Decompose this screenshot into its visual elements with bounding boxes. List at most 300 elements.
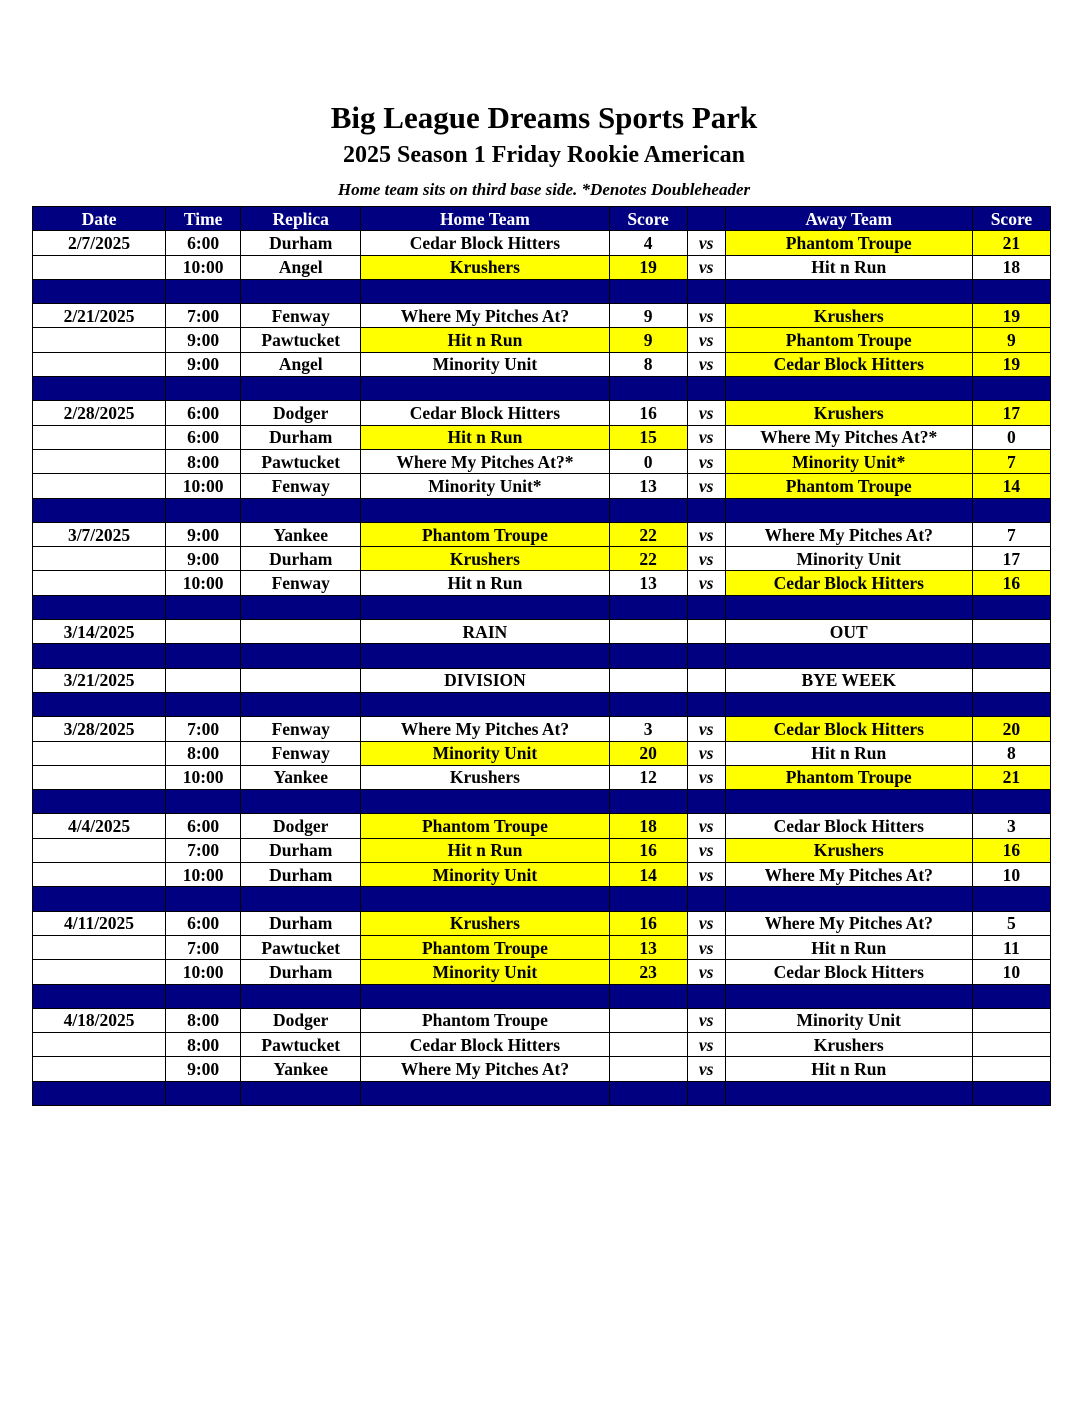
- home-team-cell: Krushers: [361, 255, 609, 279]
- away-score-cell: 0: [972, 425, 1050, 449]
- away-score-cell: 18: [972, 255, 1050, 279]
- vs-cell: vs: [687, 401, 725, 425]
- col-home-team: Home Team: [361, 207, 609, 231]
- away-team-cell: OUT: [725, 620, 972, 644]
- separator-cell: [33, 279, 166, 303]
- home-score-cell: 16: [609, 911, 687, 935]
- vs-cell: vs: [687, 547, 725, 571]
- separator-cell: [166, 790, 241, 814]
- vs-cell: vs: [687, 765, 725, 789]
- time-cell: 9:00: [166, 1057, 241, 1081]
- away-team-cell: BYE WEEK: [725, 668, 972, 692]
- vs-cell: vs: [687, 328, 725, 352]
- separator-cell: [972, 279, 1050, 303]
- time-cell: 8:00: [166, 1033, 241, 1057]
- separator-cell: [166, 984, 241, 1008]
- separator-cell: [361, 498, 609, 522]
- away-team-cell: Where My Pitches At?: [725, 863, 972, 887]
- vs-cell: vs: [687, 425, 725, 449]
- date-cell: 4/18/2025: [33, 1008, 166, 1032]
- time-cell: [166, 668, 241, 692]
- away-team-cell: Cedar Block Hitters: [725, 960, 972, 984]
- away-score-cell: 21: [972, 231, 1050, 255]
- separator-row: [33, 692, 1051, 716]
- date-cell: [33, 449, 166, 473]
- date-cell: 4/4/2025: [33, 814, 166, 838]
- home-team-cell: Krushers: [361, 911, 609, 935]
- vs-cell: vs: [687, 960, 725, 984]
- separator-cell: [33, 498, 166, 522]
- separator-cell: [972, 887, 1050, 911]
- time-cell: 7:00: [166, 935, 241, 959]
- replica-cell: Fenway: [241, 717, 361, 741]
- separator-row: [33, 498, 1051, 522]
- separator-cell: [241, 984, 361, 1008]
- vs-cell: vs: [687, 522, 725, 546]
- away-team-cell: Krushers: [725, 304, 972, 328]
- home-team-cell: Where My Pitches At?: [361, 1057, 609, 1081]
- separator-cell: [687, 279, 725, 303]
- away-score-cell: [972, 1033, 1050, 1057]
- away-score-cell: 16: [972, 838, 1050, 862]
- date-cell: [33, 1033, 166, 1057]
- home-team-cell: Krushers: [361, 765, 609, 789]
- home-score-cell: 16: [609, 838, 687, 862]
- time-cell: 7:00: [166, 717, 241, 741]
- separator-cell: [361, 377, 609, 401]
- home-score-cell: 9: [609, 328, 687, 352]
- time-cell: 6:00: [166, 401, 241, 425]
- col-replica: Replica: [241, 207, 361, 231]
- away-team-cell: Hit n Run: [725, 255, 972, 279]
- away-team-cell: Minority Unit: [725, 1008, 972, 1032]
- separator-cell: [687, 1081, 725, 1105]
- separator-cell: [972, 790, 1050, 814]
- separator-cell: [972, 377, 1050, 401]
- separator-row: [33, 984, 1051, 1008]
- date-cell: 2/7/2025: [33, 231, 166, 255]
- game-row: [33, 838, 1051, 862]
- replica-cell: [241, 620, 361, 644]
- home-score-cell: [609, 620, 687, 644]
- game-row: [33, 741, 1051, 765]
- vs-cell: vs: [687, 571, 725, 595]
- game-row: [33, 1033, 1051, 1057]
- replica-cell: Angel: [241, 352, 361, 376]
- away-score-cell: 5: [972, 911, 1050, 935]
- home-score-cell: 15: [609, 425, 687, 449]
- date-cell: 3/28/2025: [33, 717, 166, 741]
- away-score-cell: 11: [972, 935, 1050, 959]
- vs-cell: vs: [687, 474, 725, 498]
- time-cell: 10:00: [166, 765, 241, 789]
- separator-cell: [166, 644, 241, 668]
- separator-cell: [725, 377, 972, 401]
- home-score-cell: 14: [609, 863, 687, 887]
- home-score-cell: [609, 1008, 687, 1032]
- col-away-team: Away Team: [725, 207, 972, 231]
- home-team-cell: DIVISION: [361, 668, 609, 692]
- date-cell: 3/14/2025: [33, 620, 166, 644]
- home-score-cell: 16: [609, 401, 687, 425]
- vs-cell: vs: [687, 911, 725, 935]
- home-score-cell: 19: [609, 255, 687, 279]
- home-team-cell: Krushers: [361, 547, 609, 571]
- date-cell: 3/7/2025: [33, 522, 166, 546]
- separator-cell: [609, 644, 687, 668]
- home-score-cell: 13: [609, 571, 687, 595]
- game-row: [33, 449, 1051, 473]
- time-cell: 6:00: [166, 425, 241, 449]
- vs-cell: vs: [687, 1033, 725, 1057]
- away-score-cell: 19: [972, 304, 1050, 328]
- date-cell: 4/11/2025: [33, 911, 166, 935]
- home-team-cell: Minority Unit: [361, 352, 609, 376]
- date-cell: 2/28/2025: [33, 401, 166, 425]
- home-score-cell: 12: [609, 765, 687, 789]
- game-row: [33, 352, 1051, 376]
- separator-cell: [166, 887, 241, 911]
- time-cell: 6:00: [166, 231, 241, 255]
- time-cell: 8:00: [166, 449, 241, 473]
- separator-cell: [241, 790, 361, 814]
- separator-cell: [725, 595, 972, 619]
- home-team-cell: Phantom Troupe: [361, 814, 609, 838]
- home-score-cell: 22: [609, 547, 687, 571]
- date-cell: [33, 474, 166, 498]
- time-cell: 6:00: [166, 911, 241, 935]
- separator-cell: [609, 887, 687, 911]
- time-cell: 9:00: [166, 328, 241, 352]
- replica-cell: Angel: [241, 255, 361, 279]
- vs-cell: [687, 620, 725, 644]
- home-score-cell: 18: [609, 814, 687, 838]
- time-cell: 10:00: [166, 960, 241, 984]
- vs-cell: vs: [687, 838, 725, 862]
- away-team-cell: Krushers: [725, 401, 972, 425]
- away-team-cell: Krushers: [725, 1033, 972, 1057]
- home-team-cell: Cedar Block Hitters: [361, 231, 609, 255]
- separator-cell: [687, 498, 725, 522]
- separator-cell: [609, 377, 687, 401]
- game-row: [33, 717, 1051, 741]
- separator-cell: [361, 887, 609, 911]
- away-team-cell: Phantom Troupe: [725, 765, 972, 789]
- game-row: [33, 1057, 1051, 1081]
- away-team-cell: Cedar Block Hitters: [725, 717, 972, 741]
- separator-cell: [361, 692, 609, 716]
- away-score-cell: [972, 1057, 1050, 1081]
- time-cell: 10:00: [166, 863, 241, 887]
- separator-cell: [725, 887, 972, 911]
- time-cell: 7:00: [166, 304, 241, 328]
- separator-row: [33, 644, 1051, 668]
- replica-cell: Dodger: [241, 1008, 361, 1032]
- col-home-score: Score: [609, 207, 687, 231]
- time-cell: [166, 620, 241, 644]
- away-score-cell: [972, 620, 1050, 644]
- away-score-cell: 21: [972, 765, 1050, 789]
- vs-cell: vs: [687, 1008, 725, 1032]
- separator-cell: [361, 790, 609, 814]
- replica-cell: Durham: [241, 838, 361, 862]
- date-cell: [33, 1057, 166, 1081]
- home-score-cell: [609, 1033, 687, 1057]
- game-row: [33, 814, 1051, 838]
- separator-cell: [609, 692, 687, 716]
- separator-cell: [725, 692, 972, 716]
- game-row: [33, 911, 1051, 935]
- separator-cell: [241, 644, 361, 668]
- home-team-cell: Minority Unit: [361, 960, 609, 984]
- separator-cell: [166, 692, 241, 716]
- home-score-cell: 23: [609, 960, 687, 984]
- time-cell: 9:00: [166, 352, 241, 376]
- separator-cell: [609, 790, 687, 814]
- schedule-note: Home team sits on third base side. *Denotes Doubleheader: [337, 180, 751, 199]
- header-row: [33, 207, 1051, 231]
- separator-cell: [725, 644, 972, 668]
- away-score-cell: 10: [972, 863, 1050, 887]
- replica-cell: Fenway: [241, 474, 361, 498]
- separator-cell: [33, 887, 166, 911]
- separator-cell: [166, 279, 241, 303]
- separator-cell: [361, 984, 609, 1008]
- date-cell: [33, 352, 166, 376]
- away-score-cell: 7: [972, 449, 1050, 473]
- separator-cell: [241, 887, 361, 911]
- separator-cell: [33, 790, 166, 814]
- game-row: [33, 425, 1051, 449]
- time-cell: 8:00: [166, 1008, 241, 1032]
- separator-row: [33, 377, 1051, 401]
- date-cell: [33, 425, 166, 449]
- col-date: Date: [33, 207, 166, 231]
- col-time: Time: [166, 207, 241, 231]
- separator-row: [33, 595, 1051, 619]
- separator-cell: [241, 1081, 361, 1105]
- replica-cell: Fenway: [241, 304, 361, 328]
- separator-cell: [725, 279, 972, 303]
- home-score-cell: 20: [609, 741, 687, 765]
- date-cell: [33, 838, 166, 862]
- page-subtitle: 2025 Season 1 Friday Rookie American: [343, 142, 745, 168]
- away-team-cell: Hit n Run: [725, 935, 972, 959]
- replica-cell: Durham: [241, 425, 361, 449]
- home-score-cell: 13: [609, 474, 687, 498]
- separator-cell: [33, 644, 166, 668]
- replica-cell: Dodger: [241, 401, 361, 425]
- away-score-cell: 16: [972, 571, 1050, 595]
- separator-cell: [166, 498, 241, 522]
- separator-cell: [166, 377, 241, 401]
- vs-cell: vs: [687, 1057, 725, 1081]
- game-row: [33, 328, 1051, 352]
- replica-cell: Pawtucket: [241, 328, 361, 352]
- date-cell: [33, 765, 166, 789]
- separator-cell: [972, 692, 1050, 716]
- home-score-cell: [609, 1057, 687, 1081]
- separator-cell: [609, 595, 687, 619]
- separator-cell: [609, 1081, 687, 1105]
- vs-cell: vs: [687, 304, 725, 328]
- game-row: [33, 668, 1051, 692]
- home-team-cell: Cedar Block Hitters: [361, 1033, 609, 1057]
- game-row: [33, 474, 1051, 498]
- separator-cell: [972, 498, 1050, 522]
- home-team-cell: Hit n Run: [361, 425, 609, 449]
- away-team-cell: Phantom Troupe: [725, 328, 972, 352]
- away-score-cell: 10: [972, 960, 1050, 984]
- away-team-cell: Minority Unit*: [725, 449, 972, 473]
- replica-cell: Yankee: [241, 1057, 361, 1081]
- home-team-cell: Hit n Run: [361, 328, 609, 352]
- replica-cell: Fenway: [241, 571, 361, 595]
- vs-cell: vs: [687, 741, 725, 765]
- separator-cell: [241, 692, 361, 716]
- separator-cell: [972, 984, 1050, 1008]
- schedule-table: [32, 206, 1051, 1106]
- date-cell: 3/21/2025: [33, 668, 166, 692]
- replica-cell: Dodger: [241, 814, 361, 838]
- separator-cell: [241, 498, 361, 522]
- vs-cell: vs: [687, 255, 725, 279]
- separator-cell: [33, 377, 166, 401]
- separator-cell: [609, 498, 687, 522]
- home-score-cell: 3: [609, 717, 687, 741]
- vs-cell: vs: [687, 935, 725, 959]
- away-team-cell: Cedar Block Hitters: [725, 571, 972, 595]
- separator-cell: [241, 595, 361, 619]
- away-score-cell: 8: [972, 741, 1050, 765]
- replica-cell: Pawtucket: [241, 1033, 361, 1057]
- vs-cell: vs: [687, 863, 725, 887]
- time-cell: 9:00: [166, 547, 241, 571]
- away-team-cell: Krushers: [725, 838, 972, 862]
- date-cell: [33, 328, 166, 352]
- separator-cell: [609, 984, 687, 1008]
- replica-cell: Durham: [241, 960, 361, 984]
- game-row: [33, 935, 1051, 959]
- game-row: [33, 522, 1051, 546]
- home-team-cell: Phantom Troupe: [361, 935, 609, 959]
- home-score-cell: 9: [609, 304, 687, 328]
- date-cell: [33, 960, 166, 984]
- home-score-cell: 13: [609, 935, 687, 959]
- home-team-cell: Where My Pitches At?*: [361, 449, 609, 473]
- home-team-cell: Minority Unit: [361, 863, 609, 887]
- separator-cell: [687, 790, 725, 814]
- replica-cell: Yankee: [241, 765, 361, 789]
- time-cell: 9:00: [166, 522, 241, 546]
- separator-cell: [687, 887, 725, 911]
- separator-cell: [687, 595, 725, 619]
- separator-cell: [361, 279, 609, 303]
- game-row: [33, 255, 1051, 279]
- game-row: [33, 960, 1051, 984]
- date-cell: [33, 935, 166, 959]
- replica-cell: [241, 668, 361, 692]
- home-score-cell: 22: [609, 522, 687, 546]
- away-team-cell: Cedar Block Hitters: [725, 352, 972, 376]
- separator-cell: [972, 644, 1050, 668]
- replica-cell: Durham: [241, 863, 361, 887]
- home-team-cell: RAIN: [361, 620, 609, 644]
- separator-cell: [972, 1081, 1050, 1105]
- home-team-cell: Phantom Troupe: [361, 1008, 609, 1032]
- game-row: [33, 547, 1051, 571]
- vs-cell: vs: [687, 449, 725, 473]
- home-team-cell: Phantom Troupe: [361, 522, 609, 546]
- away-team-cell: Hit n Run: [725, 1057, 972, 1081]
- away-team-cell: Cedar Block Hitters: [725, 814, 972, 838]
- separator-cell: [361, 644, 609, 668]
- separator-cell: [609, 279, 687, 303]
- home-team-cell: Hit n Run: [361, 838, 609, 862]
- separator-cell: [725, 984, 972, 1008]
- home-team-cell: Cedar Block Hitters: [361, 401, 609, 425]
- separator-cell: [687, 692, 725, 716]
- home-team-cell: Where My Pitches At?: [361, 304, 609, 328]
- col-vs: [687, 207, 725, 231]
- date-cell: [33, 571, 166, 595]
- time-cell: 10:00: [166, 255, 241, 279]
- vs-cell: vs: [687, 814, 725, 838]
- replica-cell: Durham: [241, 231, 361, 255]
- col-away-score: Score: [972, 207, 1050, 231]
- separator-cell: [241, 377, 361, 401]
- vs-cell: vs: [687, 352, 725, 376]
- date-cell: [33, 547, 166, 571]
- home-score-cell: 4: [609, 231, 687, 255]
- replica-cell: Durham: [241, 911, 361, 935]
- date-cell: 2/21/2025: [33, 304, 166, 328]
- separator-cell: [33, 984, 166, 1008]
- separator-cell: [361, 595, 609, 619]
- separator-cell: [33, 1081, 166, 1105]
- separator-cell: [725, 1081, 972, 1105]
- away-score-cell: 9: [972, 328, 1050, 352]
- separator-row: [33, 279, 1051, 303]
- home-score-cell: 0: [609, 449, 687, 473]
- separator-cell: [361, 1081, 609, 1105]
- separator-cell: [972, 595, 1050, 619]
- away-score-cell: 17: [972, 401, 1050, 425]
- time-cell: 8:00: [166, 741, 241, 765]
- away-score-cell: 7: [972, 522, 1050, 546]
- away-team-cell: Where My Pitches At?*: [725, 425, 972, 449]
- away-team-cell: Hit n Run: [725, 741, 972, 765]
- away-team-cell: Minority Unit: [725, 547, 972, 571]
- replica-cell: Fenway: [241, 741, 361, 765]
- home-team-cell: Where My Pitches At?: [361, 717, 609, 741]
- separator-row: [33, 790, 1051, 814]
- away-score-cell: 19: [972, 352, 1050, 376]
- replica-cell: Durham: [241, 547, 361, 571]
- vs-cell: [687, 668, 725, 692]
- game-row: [33, 863, 1051, 887]
- home-score-cell: [609, 668, 687, 692]
- separator-cell: [687, 377, 725, 401]
- replica-cell: Pawtucket: [241, 449, 361, 473]
- replica-cell: Pawtucket: [241, 935, 361, 959]
- game-row: [33, 401, 1051, 425]
- date-cell: [33, 863, 166, 887]
- separator-cell: [166, 1081, 241, 1105]
- separator-cell: [687, 644, 725, 668]
- home-score-cell: 8: [609, 352, 687, 376]
- separator-cell: [241, 279, 361, 303]
